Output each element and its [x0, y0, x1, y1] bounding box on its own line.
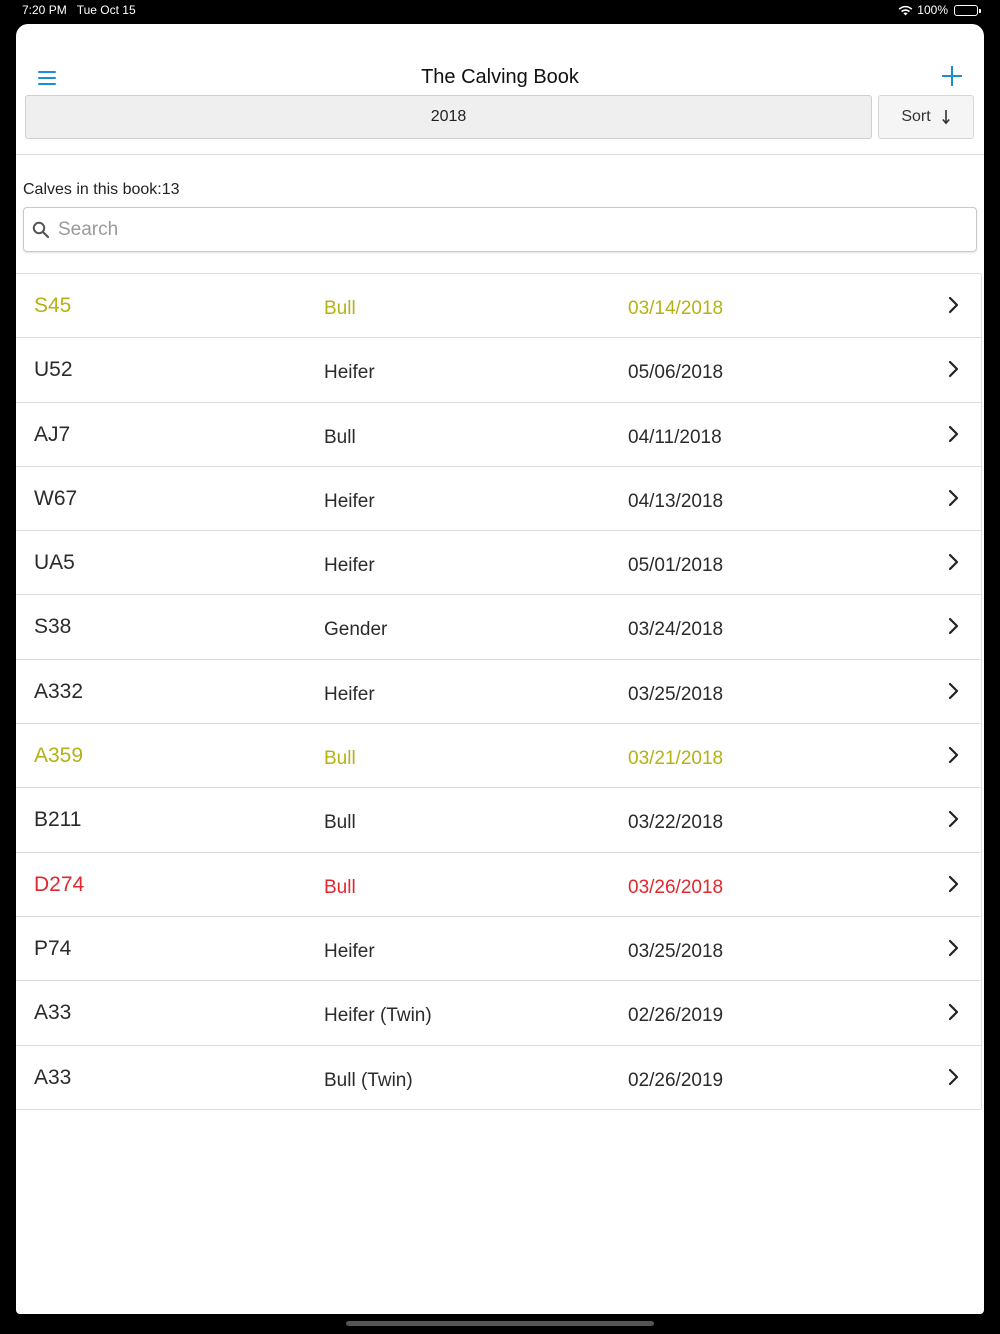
status-clock: 7:20 PM	[22, 3, 67, 17]
calf-tag: B211	[34, 808, 82, 832]
sort-label: Sort	[901, 108, 931, 125]
calf-row[interactable]	[16, 531, 981, 595]
chevron-right-icon	[946, 359, 962, 379]
chevron-right-icon	[946, 424, 962, 444]
calf-tag: UA5	[34, 551, 75, 575]
calf-tag: S38	[34, 615, 72, 639]
calf-tag: D274	[34, 872, 85, 896]
calf-row[interactable]	[16, 403, 981, 467]
status-bar	[0, 0, 1000, 24]
home-indicator[interactable]	[346, 1321, 654, 1326]
chevron-right-icon	[946, 809, 962, 829]
calf-gender: Heifer	[324, 940, 375, 962]
year-value: 2018	[430, 108, 467, 125]
calf-tag: U52	[34, 358, 73, 382]
chevron-right-icon	[946, 295, 962, 315]
search-icon	[32, 221, 50, 239]
calf-tag: A33	[34, 1065, 72, 1089]
calf-gender: Heifer	[324, 490, 375, 512]
calf-gender: Bull	[324, 426, 356, 448]
calf-tag: W67	[34, 486, 78, 510]
chevron-right-icon	[946, 1002, 962, 1022]
calf-row[interactable]	[16, 595, 981, 659]
calf-gender: Bull	[324, 812, 356, 834]
plus-icon[interactable]	[942, 66, 962, 86]
year-selector[interactable]	[25, 95, 872, 139]
chevron-right-icon	[946, 552, 962, 572]
calf-row[interactable]	[16, 1046, 981, 1110]
status-indicators	[898, 3, 978, 17]
chevron-right-icon	[946, 1067, 962, 1087]
calf-row[interactable]	[16, 274, 981, 338]
arrow-down-icon	[941, 109, 951, 125]
calf-row[interactable]	[16, 660, 981, 724]
status-time	[22, 3, 136, 17]
calf-birth-date: 04/13/2018	[628, 490, 724, 512]
status-date: Tue Oct 15	[76, 3, 136, 17]
chevron-right-icon	[946, 616, 962, 636]
calf-count: Calves in this book:13	[23, 181, 180, 198]
calf-birth-date: 04/11/2018	[628, 426, 722, 448]
calf-tag: A33	[34, 1001, 72, 1025]
calf-tag: AJ7	[34, 422, 71, 446]
calf-birth-date: 05/06/2018	[628, 362, 724, 384]
battery-tip	[979, 9, 981, 13]
calf-row[interactable]	[16, 788, 981, 852]
calf-birth-date: 03/25/2018	[628, 940, 724, 962]
calf-row[interactable]	[16, 338, 981, 402]
wifi-icon	[898, 5, 913, 16]
calf-row[interactable]	[16, 853, 981, 917]
calf-row[interactable]	[16, 917, 981, 981]
calf-birth-date: 03/14/2018	[628, 298, 724, 319]
calf-birth-date: 03/22/2018	[628, 812, 724, 834]
calf-gender: Heifer (Twin)	[324, 1005, 432, 1027]
calf-gender: Bull	[324, 876, 356, 898]
chevron-right-icon	[946, 874, 962, 894]
calf-row[interactable]	[16, 724, 981, 788]
calf-tag: A332	[34, 679, 84, 703]
calf-row[interactable]	[16, 467, 981, 531]
calf-gender: Heifer	[324, 555, 375, 577]
calf-birth-date: 05/01/2018	[628, 555, 724, 577]
calf-birth-date: 03/25/2018	[628, 683, 724, 705]
battery-icon	[954, 5, 978, 16]
calf-tag: S45	[34, 294, 72, 317]
calf-gender: Gender	[324, 619, 388, 641]
calf-gender: Heifer	[324, 362, 375, 384]
calf-birth-date: 02/26/2019	[628, 1069, 724, 1091]
calf-gender: Bull	[324, 298, 356, 319]
battery-percent: 100%	[917, 3, 948, 17]
calf-tag: A359	[34, 744, 84, 768]
header-divider	[16, 154, 984, 155]
page-title: The Calving Book	[421, 66, 579, 88]
chevron-right-icon	[946, 745, 962, 765]
calf-birth-date: 03/24/2018	[628, 619, 724, 641]
search-input[interactable]	[58, 219, 938, 241]
calf-birth-date: 03/26/2018	[628, 876, 724, 898]
search-bar[interactable]	[23, 207, 977, 252]
app-sheet	[16, 24, 984, 1314]
chevron-right-icon	[946, 938, 962, 958]
sort-button[interactable]	[878, 95, 974, 139]
calf-birth-date: 02/26/2019	[628, 1005, 724, 1027]
chevron-right-icon	[946, 488, 962, 508]
calf-list	[16, 273, 982, 1110]
chevron-right-icon	[946, 681, 962, 701]
calf-tag: P74	[34, 936, 72, 960]
calf-row[interactable]	[16, 981, 981, 1045]
calf-birth-date: 03/21/2018	[628, 748, 724, 770]
calf-gender: Bull	[324, 748, 356, 770]
calf-gender: Heifer	[324, 683, 375, 705]
calf-gender: Bull (Twin)	[324, 1069, 413, 1091]
